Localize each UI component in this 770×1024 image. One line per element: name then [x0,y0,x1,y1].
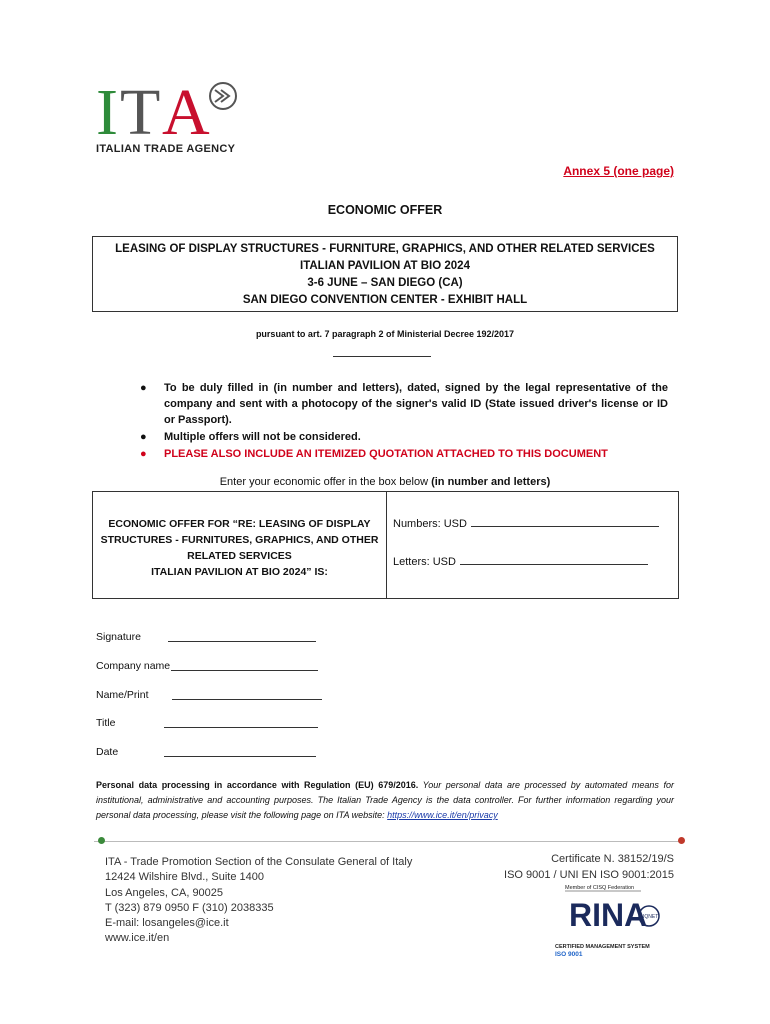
signature-row [96,631,141,643]
company-label: Company name [96,660,171,672]
page-title: ECONOMIC OFFER [327,203,443,217]
subject-line-2: ITALIAN PAVILION AT BIO 2024 [300,260,470,272]
instructions-list [140,380,668,463]
name-print-label: Name/Print [96,689,149,701]
bullet-icon: ● [140,448,147,460]
subject-line-4: SAN DIEGO CONVENTION CENTER - EXHIBIT HALL [242,294,528,306]
offer-box [92,491,679,599]
certificate-number: Certificate N. 38152/19/S [551,853,674,865]
title-row [96,717,115,729]
name-row [96,689,149,701]
numbers-field[interactable] [471,516,659,527]
offer-description: ECONOMIC OFFER FOR “RE: LEASING OF DISPLAY STRUCTURES - FURNITURES, GRAPHICS, AND OTHER RELATED SERVICES ITALIAN PAVILION AT BIO 2024” IS: [100,518,379,578]
pursuant-note: pursuant to art. 7 paragraph 2 of Ministerial Decree 192/2017 [255,329,515,339]
subject-line-3: 3-6 JUNE – SAN DIEGO (CA) [307,277,463,289]
svg-text:IQNET: IQNET [643,914,659,920]
rina-caption: CERTIFIED MANAGEMENT SYSTEM [555,944,650,950]
title-label: Title [96,717,116,729]
instruction-item-important: ● PLEASE ALSO INCLUDE AN ITEMIZED QUOTATION ATTACHED TO THIS DOCUMENT [140,448,608,460]
date-row [96,746,118,758]
logo-letter-i: I [96,78,118,149]
instruction-item: ● To be duly filled in (in number and letters), dated, signed by the legal representative of the company and sent with a photocopy of the signer's valid ID (State issued driver's license or ID or Passport). [140,382,668,426]
bullet-icon: ● [140,382,147,394]
letters-field[interactable] [460,554,648,565]
rina-wordmark: RINA [569,897,648,933]
footer-address: ITA - Trade Promotion Section of the Consulate General of Italy 12424 Wilshire Blvd., Suite 1400 Los Angeles, CA, 90025 T (323) 879 0950 F (310) 2038335 E-mail: losangeles@ice.it www.ice.it/en [105,856,413,945]
subject-box [92,236,678,312]
company-row [96,660,170,672]
rina-member-text: Member of CISQ Federation [565,885,635,891]
name-print-field[interactable] [172,690,322,700]
separator-rule [333,356,431,357]
signature-label: Signature [96,631,141,643]
privacy-notice: Personal data processing in accordance with Regulation (EU) 679/2016. Your personal data are processed by automated means for institutional, administrative and accounting purposes. The Italian Trade Agency is the data controller. For further information regarding your personal data processing, please visit the following page on ITA website: https://www.ice.it/en/privacy [96,780,674,820]
offer-amount-fields [393,516,659,570]
rina-iso: ISO 9001 [555,951,583,958]
agency-name: ITALIAN TRADE AGENCY [96,143,236,155]
certification-info [504,851,674,883]
title-field[interactable] [164,718,318,728]
date-field[interactable] [164,747,316,757]
subject-line-1: LEASING OF DISPLAY STRUCTURES - FURNITURE, GRAPHICS, AND OTHER RELATED SERVICES [115,243,655,255]
bullet-icon: ● [140,431,147,443]
logo-letter-a: A [162,78,210,149]
offer-prompt: Enter your economic offer in the box below (in number and letters) [219,476,551,488]
green-dot-icon [98,837,105,844]
numbers-row [393,516,659,532]
privacy-link[interactable]: https://www.ice.it/en/privacy [387,810,498,820]
signature-field[interactable] [168,632,316,642]
company-field[interactable] [171,661,318,671]
rina-certification-logo [555,882,667,960]
annex-label: Annex 5 (one page) [563,164,674,178]
offer-box-divider [386,492,387,598]
logo-letter-t: T [120,78,161,149]
certificate-iso: ISO 9001 / UNI EN ISO 9001:2015 [504,869,674,881]
date-label: Date [96,746,119,758]
letters-label: Letters: USD [393,556,456,568]
footer-divider [94,841,684,842]
numbers-label: Numbers: USD [393,518,467,530]
letters-row [393,554,659,570]
red-dot-icon [678,837,685,844]
instruction-item: ● Multiple offers will not be considered. [140,431,361,443]
